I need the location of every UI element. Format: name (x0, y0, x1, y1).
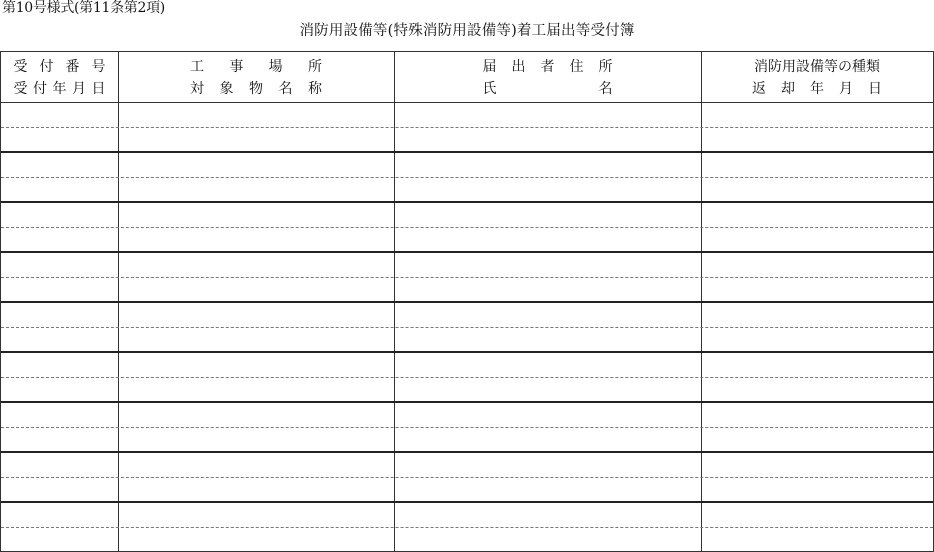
entry-sub-divider (1, 527, 933, 528)
entry-9-top-cell-4[interactable] (705, 505, 929, 524)
entry-sub-divider (1, 477, 933, 478)
entry-5-top-cell-3[interactable] (398, 305, 697, 324)
entry-9-bottom-cell-1[interactable] (5, 530, 114, 549)
entry-4-top-cell-1[interactable] (5, 255, 114, 274)
entry-8-bottom-cell-1[interactable] (5, 480, 114, 499)
entry-3-bottom-cell-2[interactable] (122, 230, 390, 249)
column-header-3 (394, 58, 701, 98)
entry-6-top-cell-3[interactable] (398, 355, 697, 374)
entry-3-top-cell-2[interactable] (122, 205, 390, 224)
entry-divider (1, 501, 933, 503)
entry-5-top-cell-2[interactable] (122, 305, 390, 324)
entry-7-bottom-cell-1[interactable] (5, 430, 114, 449)
entry-8-bottom-cell-4[interactable] (705, 480, 929, 499)
entry-8-top-cell-1[interactable] (5, 455, 114, 474)
entry-7-top-cell-2[interactable] (122, 405, 390, 424)
entry-divider (1, 401, 933, 403)
entry-1-bottom-cell-1[interactable] (5, 130, 114, 149)
column-header-1 (1, 58, 118, 98)
entry-9-top-cell-3[interactable] (398, 505, 697, 524)
entry-5-bottom-cell-4[interactable] (705, 330, 929, 349)
entry-1-top-cell-1[interactable] (5, 105, 114, 124)
entry-sub-divider (1, 227, 933, 228)
entry-3-bottom-cell-4[interactable] (705, 230, 929, 249)
entry-divider (1, 201, 933, 203)
entry-6-top-cell-2[interactable] (122, 355, 390, 374)
entry-3-top-cell-1[interactable] (5, 205, 114, 224)
entry-7-bottom-cell-2[interactable] (122, 430, 390, 449)
entry-6-top-cell-4[interactable] (705, 355, 929, 374)
entry-3-bottom-cell-1[interactable] (5, 230, 114, 249)
entry-8-top-cell-2[interactable] (122, 455, 390, 474)
entry-4-top-cell-2[interactable] (122, 255, 390, 274)
entry-sub-divider (1, 127, 933, 128)
entry-7-bottom-cell-3[interactable] (398, 430, 697, 449)
entry-2-bottom-cell-4[interactable] (705, 180, 929, 199)
entry-9-bottom-cell-3[interactable] (398, 530, 697, 549)
entry-1-top-cell-3[interactable] (398, 105, 697, 124)
entry-8-bottom-cell-3[interactable] (398, 480, 697, 499)
entry-6-bottom-cell-4[interactable] (705, 380, 929, 399)
entry-7-bottom-cell-4[interactable] (705, 430, 929, 449)
entry-1-bottom-cell-2[interactable] (122, 130, 390, 149)
entry-5-bottom-cell-1[interactable] (5, 330, 114, 349)
entry-sub-divider (1, 427, 933, 428)
entry-3-bottom-cell-3[interactable] (398, 230, 697, 249)
entry-3-top-cell-4[interactable] (705, 205, 929, 224)
entry-2-bottom-cell-1[interactable] (5, 180, 114, 199)
entry-4-top-cell-3[interactable] (398, 255, 697, 274)
entry-6-bottom-cell-1[interactable] (5, 380, 114, 399)
entry-4-bottom-cell-2[interactable] (122, 280, 390, 299)
entry-4-bottom-cell-4[interactable] (705, 280, 929, 299)
column-header-4-bottom: 返 却 年 月 日 (752, 81, 882, 97)
entry-9-top-cell-1[interactable] (5, 505, 114, 524)
entry-7-top-cell-1[interactable] (5, 405, 114, 424)
entry-2-top-cell-1[interactable] (5, 155, 114, 174)
column-header-4 (701, 58, 933, 98)
entry-divider (1, 301, 933, 303)
ledger-table (0, 51, 934, 552)
entry-2-bottom-cell-2[interactable] (122, 180, 390, 199)
header-divider (1, 102, 933, 103)
entry-9-bottom-cell-4[interactable] (705, 530, 929, 549)
entry-7-top-cell-3[interactable] (398, 405, 697, 424)
entry-9-bottom-cell-2[interactable] (122, 530, 390, 549)
entry-5-top-cell-4[interactable] (705, 305, 929, 324)
entry-4-bottom-cell-3[interactable] (398, 280, 697, 299)
entry-sub-divider (1, 277, 933, 278)
column-header-2 (118, 58, 394, 98)
entry-divider (1, 451, 933, 453)
entry-divider (1, 151, 933, 153)
entry-sub-divider (1, 327, 933, 328)
column-header-2-top: 工 事 場 所 (190, 59, 322, 75)
entry-5-bottom-cell-3[interactable] (398, 330, 697, 349)
entry-5-bottom-cell-2[interactable] (122, 330, 390, 349)
entry-sub-divider (1, 377, 933, 378)
entry-8-bottom-cell-2[interactable] (122, 480, 390, 499)
entry-sub-divider (1, 177, 933, 178)
entry-2-bottom-cell-3[interactable] (398, 180, 697, 199)
entry-6-bottom-cell-3[interactable] (398, 380, 697, 399)
entry-1-top-cell-4[interactable] (705, 105, 929, 124)
entry-6-top-cell-1[interactable] (5, 355, 114, 374)
entry-2-top-cell-2[interactable] (122, 155, 390, 174)
entry-divider (1, 251, 933, 253)
entry-7-top-cell-4[interactable] (705, 405, 929, 424)
entry-1-top-cell-2[interactable] (122, 105, 390, 124)
entry-6-bottom-cell-2[interactable] (122, 380, 390, 399)
entry-3-top-cell-3[interactable] (398, 205, 697, 224)
form-number: 第10号様式(第11条第2項) (2, 0, 165, 16)
column-header-2-bottom: 対 象 物 名 称 (190, 81, 322, 97)
entry-4-bottom-cell-1[interactable] (5, 280, 114, 299)
entry-4-top-cell-4[interactable] (705, 255, 929, 274)
entry-2-top-cell-3[interactable] (398, 155, 697, 174)
column-header-4-top: 消防用設備等の種類 (754, 59, 880, 75)
entry-8-top-cell-3[interactable] (398, 455, 697, 474)
entry-1-bottom-cell-3[interactable] (398, 130, 697, 149)
entry-9-top-cell-2[interactable] (122, 505, 390, 524)
entry-8-top-cell-4[interactable] (705, 455, 929, 474)
entry-5-top-cell-1[interactable] (5, 305, 114, 324)
column-header-3-top: 届 出 者 住 所 (482, 59, 613, 75)
entry-divider (1, 351, 933, 353)
entry-2-top-cell-4[interactable] (705, 155, 929, 174)
column-header-1-top: 受 付 番 号 (13, 59, 106, 75)
entry-1-bottom-cell-4[interactable] (705, 130, 929, 149)
column-header-1-bottom: 受 付 年 月 日 (13, 81, 106, 97)
column-header-3-bottom: 氏 名 (482, 81, 613, 97)
form-title: 消防用設備等(特殊消防用設備等)着工届出等受付簿 (299, 23, 635, 39)
